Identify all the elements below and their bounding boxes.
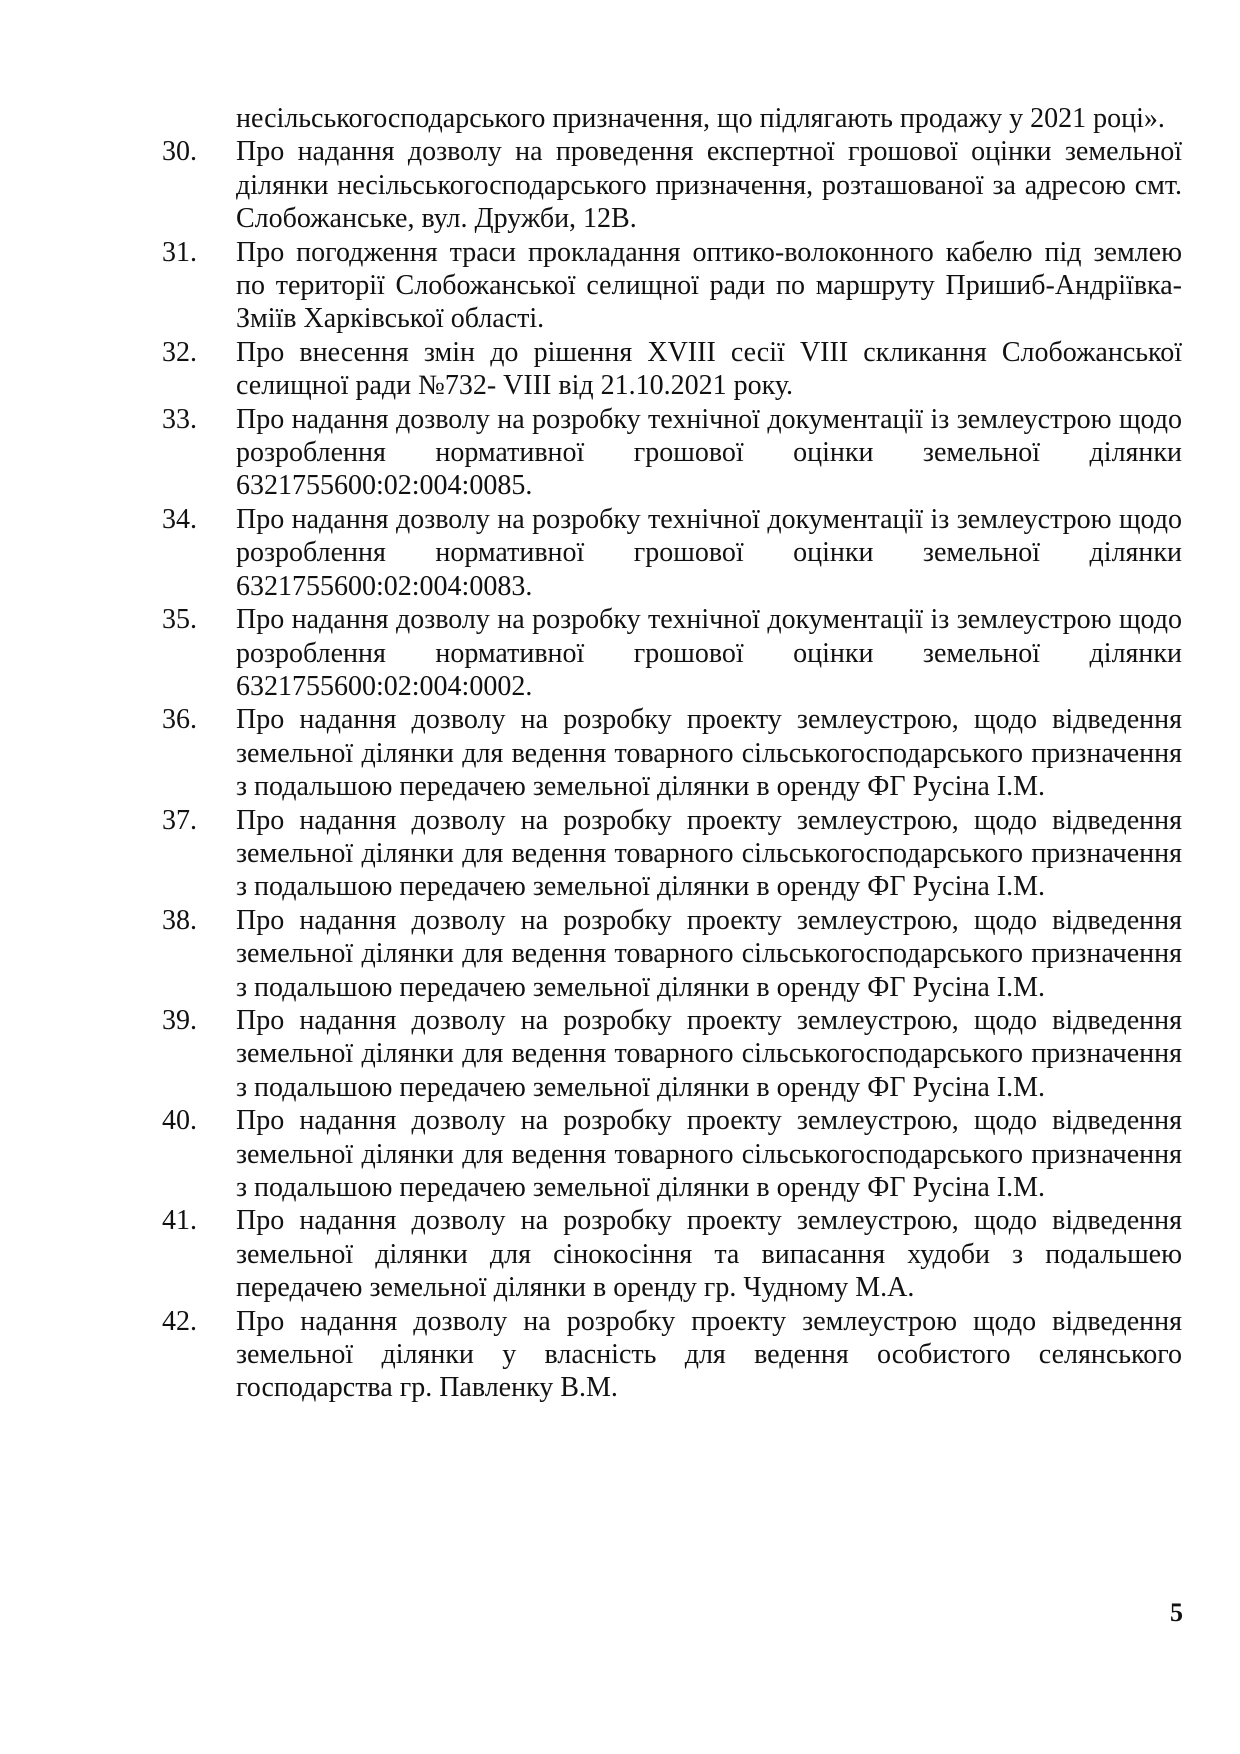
- item-number: 36.: [162, 704, 197, 736]
- item-text: Про надання дозволу на розробку проекту землеустрою, щодо відведення земельної ділянки для ведення товарного сільськогосподарського призначення з подальшою передачею земельної ділянки в оренду ФГ Русіна І.М.: [236, 1105, 1182, 1203]
- item-text: Про надання дозволу на розробку проекту землеустрою, щодо відведення земельної ділянки для ведення товарного сільськогосподарського призначення з подальшою передачею земельної ділянки в оренду ФГ Русіна І.М.: [236, 904, 1182, 1003]
- agenda-item-38: [162, 904, 1182, 1004]
- item-number: 38.: [162, 904, 197, 936]
- item-text: Про надання дозволу на розробку технічної документації із землеустрою щодо розроблення нормативної грошової оцінки земельної ділянки 6321755600:02:004:0085.: [236, 403, 1182, 502]
- agenda-item-32: [162, 336, 1182, 403]
- item-text: Про внесення змін до рішення XVIII сесії VIII скликання Слобожанської селищної ради №732- VIII від 21.10.2021 року.: [236, 336, 1182, 402]
- agenda-item-40: [162, 1104, 1182, 1204]
- agenda-item-39: [162, 1004, 1182, 1104]
- item-text: Про надання дозволу на проведення експертної грошової оцінки земельної ділянки несільськогосподарського призначення, розташованої за адресою смт. Слобожанське, вул. Дружби, 12В.: [236, 136, 1182, 235]
- continuation-text: несільськогосподарського призначення, що підлягають продажу у 2021 році».: [236, 103, 1165, 134]
- item-text: Про надання дозволу на розробку проекту землеустрою щодо відведення земельної ділянки у власність для ведення особистого селянського господарства гр. Павленку В.М.: [236, 1305, 1182, 1404]
- agenda-item-41: [162, 1204, 1182, 1304]
- agenda-item-33: [162, 403, 1182, 503]
- agenda-item-36: [162, 703, 1182, 803]
- item-number: 33.: [162, 403, 197, 435]
- agenda-item-34: [162, 503, 1182, 603]
- item-number: 42.: [162, 1305, 197, 1337]
- agenda-item-37: [162, 804, 1182, 904]
- item-number: 30.: [162, 136, 197, 168]
- item-text: Про погодження траси прокладання оптико-волоконного кабелю під землею по території Слобожанської селищної ради по маршруту Пришиб-Андріївка-Зміїв Харківської області.: [236, 236, 1182, 335]
- item-text: Про надання дозволу на розробку проекту землеустрою, щодо відведення земельної ділянки для ведення товарного сільськогосподарського призначення з подальшою передачею земельної ділянки в оренду ФГ Русіна І.М.: [236, 704, 1182, 803]
- item-text: Про надання дозволу на розробку проекту землеустрою, щодо відведення земельної ділянки для сінокосіння та випасання худоби з подальшею передачею земельної ділянки в оренду гр. Чудному М.А.: [236, 1205, 1182, 1304]
- item-number: 34.: [162, 503, 197, 535]
- item-number: 31.: [162, 236, 197, 268]
- item-number: 39.: [162, 1004, 197, 1036]
- item-number: 40.: [162, 1105, 197, 1137]
- agenda-item-42: [162, 1305, 1182, 1405]
- item-number: 35.: [162, 604, 197, 636]
- item-number: 32.: [162, 336, 197, 368]
- item-number: 37.: [162, 804, 197, 836]
- item-text: Про надання дозволу на розробку проекту землеустрою, щодо відведення земельної ділянки для ведення товарного сільськогосподарського призначення з подальшою передачею земельної ділянки в оренду ФГ Русіна І.М.: [236, 1004, 1182, 1103]
- page-number: 5: [1170, 1598, 1183, 1627]
- item-text: Про надання дозволу на розробку проекту землеустрою, щодо відведення земельної ділянки для ведення товарного сільськогосподарського призначення з подальшою передачею земельної ділянки в оренду ФГ Русіна І.М.: [236, 804, 1182, 903]
- item-text: Про надання дозволу на розробку технічної документації із землеустрою щодо розроблення нормативної грошової оцінки земельної ділянки 6321755600:02:004:0002.: [236, 604, 1182, 702]
- agenda-item-31: [162, 236, 1182, 336]
- item-number: 41.: [162, 1205, 197, 1237]
- agenda-item-35: [162, 603, 1182, 703]
- agenda-list: [162, 102, 1182, 1405]
- item-text: Про надання дозволу на розробку технічної документації із землеустрою щодо розроблення нормативної грошової оцінки земельної ділянки 6321755600:02:004:0083.: [236, 503, 1182, 602]
- agenda-item-30: [162, 135, 1182, 235]
